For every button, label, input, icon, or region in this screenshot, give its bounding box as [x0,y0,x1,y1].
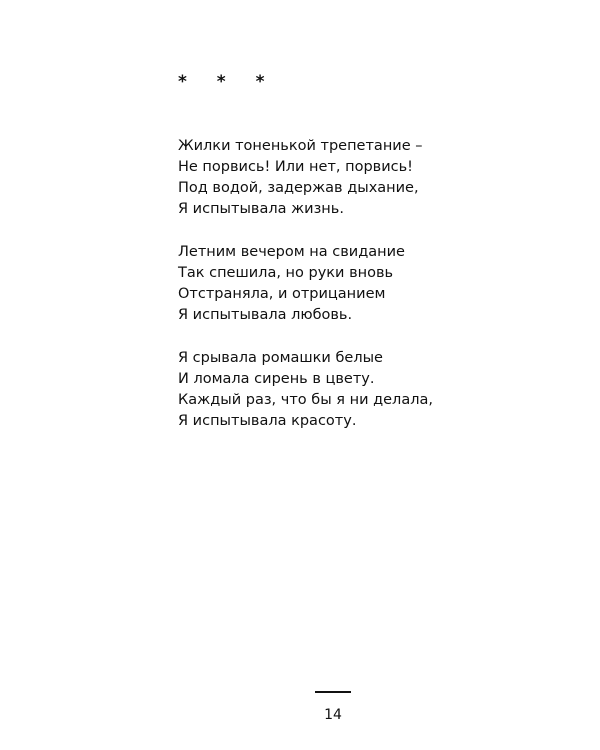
poem-line: Я срывала ромашки белые [178,350,383,366]
poem-line: Так спешила, но руки вновь [178,265,394,281]
poem-line: Не порвись! Или нет, порвись! [178,159,413,175]
poem-line: Я испытывала любовь. [178,307,353,323]
footer-rule [315,691,351,693]
poem-line: Жилки тоненькой трепетание – [178,138,423,154]
poem-line: И ломала сирень в цвету. [178,371,375,387]
poem-line: Я испытывала красоту. [178,413,357,429]
poem-line: Каждый раз, что бы я ни делала, [178,392,433,408]
poem [178,136,558,454]
page-number: 14 [324,707,342,723]
stanza-1 [178,136,558,220]
poem-line: Отстраняла, и отрицанием [178,286,386,302]
stanza-2 [178,242,558,326]
section-separator: * * * [178,72,277,92]
poem-line: Я испытывала жизнь. [178,201,344,217]
poem-line: Под водой, задержав дыхание, [178,180,419,196]
stanza-3 [178,348,558,432]
poem-line: Летним вечером на свидание [178,244,405,260]
